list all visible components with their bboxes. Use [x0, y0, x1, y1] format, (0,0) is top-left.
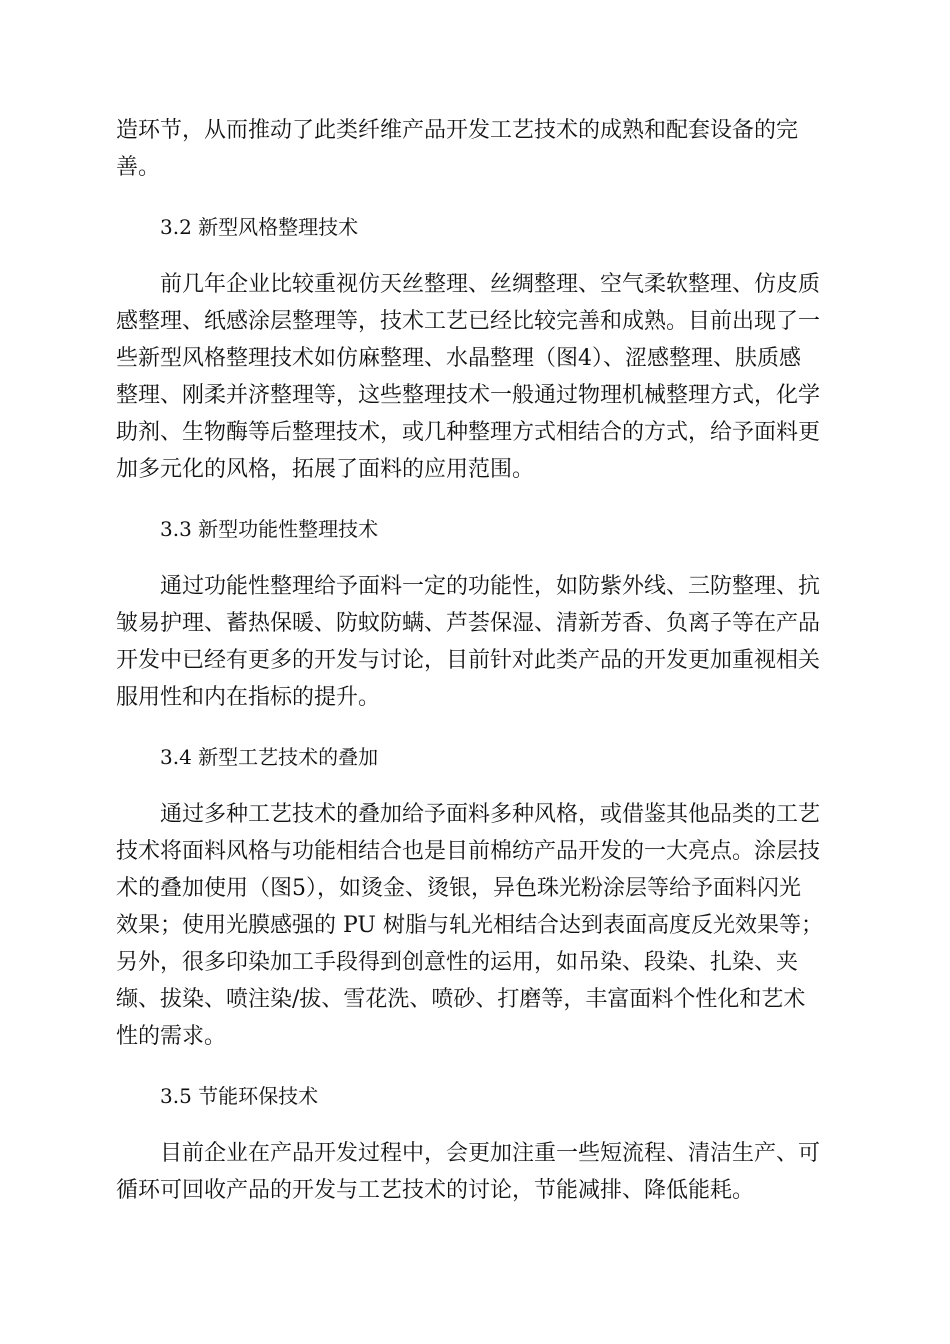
text-line: 开发中已经有更多的开发与讨论，目前针对此类产品的开发更加重视相关 — [116, 648, 821, 673]
text-line: 造环节，从而推动了此类纤维产品开发工艺技术的成熟和配套设备的完 — [116, 118, 799, 143]
text-line: 术的叠加使用（图5），如烫金、烫银，异色珠光粉涂层等给予面料闪光 — [116, 876, 801, 901]
section-heading-3-3: 3.3 新型功能性整理技术 — [160, 517, 379, 541]
text-line: 皱易护理、蓄热保暖、防蚊防螨、芦荟保湿、清新芳香、负离子等在产品 — [116, 611, 821, 636]
text-line: 整理、刚柔并济整理等，这些整理技术一般通过物理机械整理方式，化学 — [116, 383, 821, 408]
text-line: 缬、拔染、喷注染/拔、雪花洗、喷砂、打磨等，丰富面料个性化和艺术 — [116, 987, 806, 1012]
text-line: 另外，很多印染加工手段得到创意性的运用，如吊染、段染、扎染、夹 — [116, 950, 799, 975]
text-line: 技术将面料风格与功能相结合也是目前棉纺产品开发的一大亮点。涂层技 — [116, 839, 821, 864]
text-line: 助剂、生物酶等后整理技术，或几种整理方式相结合的方式，给予面料更 — [116, 420, 821, 445]
text-line: 加多元化的风格，拓展了面料的应用范围。 — [116, 457, 535, 482]
document-page — [116, 112, 832, 1209]
text-line: 效果；使用光膜感强的 PU 树脂与轧光相结合达到表面高度反光效果等； — [116, 913, 823, 938]
paragraph-functional-finishing — [116, 568, 832, 716]
text-line: 目前企业在产品开发过程中，会更加注重一些短流程、清洁生产、可 — [160, 1141, 821, 1166]
text-line: 服用性和内在指标的提升。 — [116, 685, 381, 710]
text-line: 通过多种工艺技术的叠加给予面料多种风格，或借鉴其他品类的工艺 — [160, 802, 821, 827]
text-line: 性的需求。 — [116, 1024, 227, 1049]
paragraph-continuation — [116, 112, 832, 186]
text-line: 善。 — [116, 155, 161, 180]
section-heading-3-4: 3.4 新型工艺技术的叠加 — [160, 745, 379, 769]
paragraph-style-finishing — [116, 266, 832, 488]
paragraph-process-combination — [116, 796, 832, 1055]
paragraph-energy-saving — [116, 1135, 832, 1209]
text-line: 前几年企业比较重视仿天丝整理、丝绸整理、空气柔软整理、仿皮质 — [160, 272, 821, 297]
text-line: 循环可回收产品的开发与工艺技术的讨论，节能减排、降低能耗。 — [116, 1178, 755, 1203]
text-line: 感整理、纸感涂层整理等，技术工艺已经比较完善和成熟。目前出现了一 — [116, 309, 821, 334]
text-line: 通过功能性整理给予面料一定的功能性，如防紫外线、三防整理、抗 — [160, 574, 821, 599]
section-heading-3-2: 3.2 新型风格整理技术 — [160, 215, 359, 239]
text-line: 些新型风格整理技术如仿麻整理、水晶整理（图4）、涩感整理、肤质感 — [116, 346, 801, 371]
section-heading-3-5: 3.5 节能环保技术 — [160, 1084, 319, 1108]
